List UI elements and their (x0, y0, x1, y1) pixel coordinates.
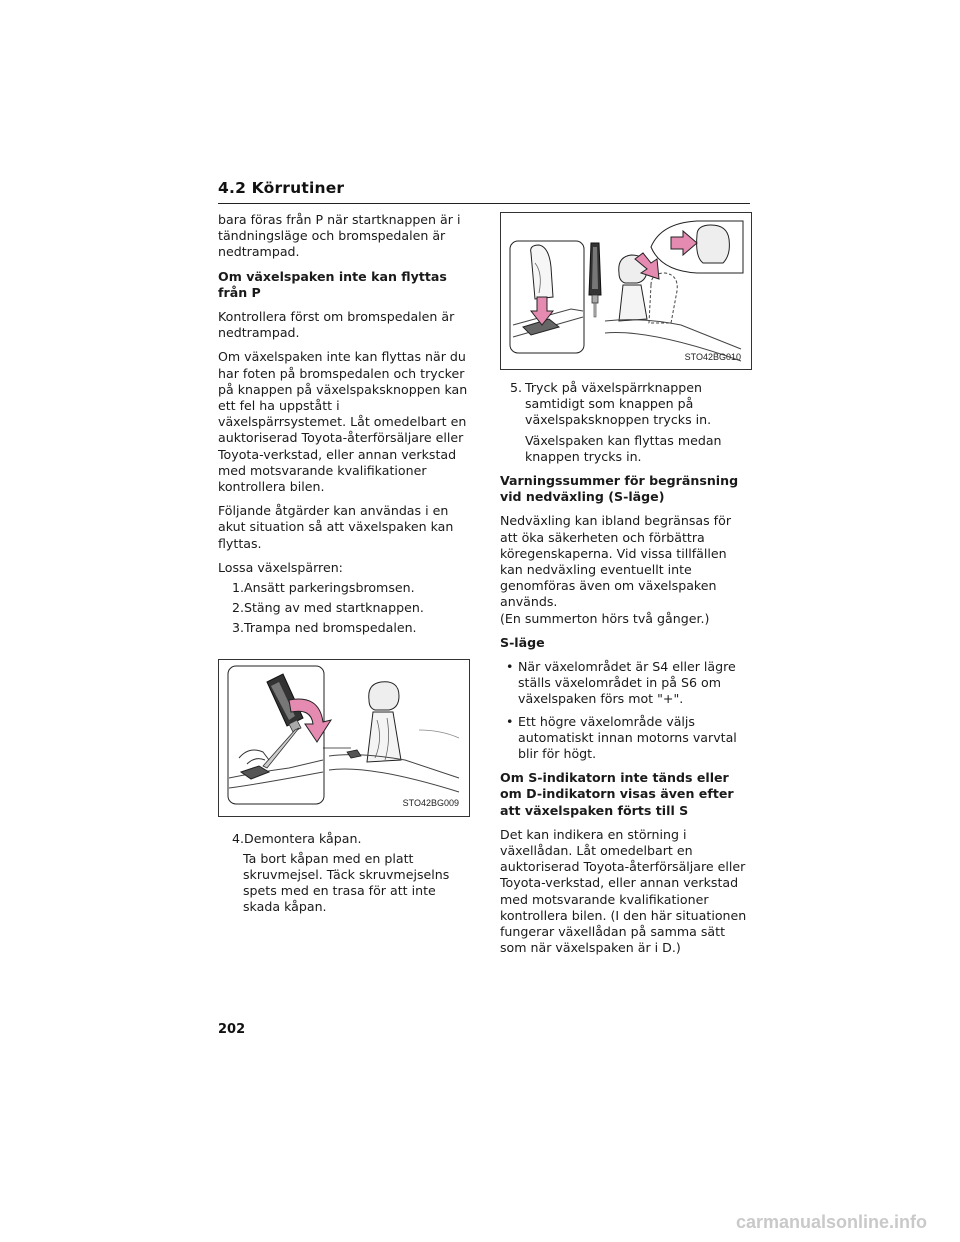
step-item (218, 831, 470, 847)
watermark: carmanualsonline.info (736, 1212, 928, 1232)
figure-illustration (501, 213, 751, 369)
step-text: Stäng av med startknappen. (244, 600, 424, 616)
subheading: Varningssummer för begränsning vid nedväxling (S-läge) (500, 473, 739, 505)
paragraph: Följande åtgärder kan användas i en akut situation så att växelspaken kan flyttas. (218, 503, 454, 551)
paragraph: Det kan indikera en störning i växellådan. Låt omedelbart en auktoriserad Toyota-återförsäljare eller Toyota-verkstad, eller annan verkstad med motsvarande kvalifikationer kontrollera bilen. (I den här situationen fungerar växellådan på samma sätt som när växelspaken är i D.) (500, 826, 747, 956)
paragraph: Kontrollera först om bromspedalen är nedtrampad. (218, 309, 455, 341)
step-item (218, 580, 470, 596)
figure-code: STO42BG009 (402, 798, 459, 809)
figure-code: STO42BG010 (684, 351, 741, 362)
bullet-dot: • (506, 659, 514, 675)
bullet-text: När växelområdet är S4 eller lägre ställs växelområdet in på S6 om växelspaken förs mot "+". (518, 659, 736, 707)
step-number: 4. (232, 830, 245, 846)
subheading: S-läge (500, 634, 545, 650)
step-number: 2. (232, 600, 245, 616)
step-text: Trampa ned bromspedalen. (244, 620, 417, 636)
step-number: 1. (232, 580, 245, 596)
subheading: Om växelspaken inte kan flyttas från P (218, 268, 447, 300)
paragraph: (En summerton hörs två gånger.) (500, 610, 710, 626)
section-title: 4.2 Körrutiner (218, 179, 345, 197)
bullet-item (500, 659, 752, 708)
step-number: 3. (232, 620, 245, 636)
figure-illustration (219, 660, 469, 816)
step-detail: Växelspaken kan flyttas medan knappen trycks in. (525, 432, 722, 464)
right-column (500, 212, 752, 965)
bullet-text: Ett högre växelområde väljs automatiskt innan motorns varvtal blir för högt. (518, 713, 737, 762)
knob-icon (697, 225, 730, 263)
bullet-dot: • (506, 713, 514, 729)
step-item (218, 620, 470, 636)
paragraph: Om växelspaken inte kan flyttas när du har foten på bromspedalen och trycker på knappen på växelspaksknoppen kan ett fel ha uppstått i växelspärrsystemet. Låt omedelbart en auktoriserad Toyota-återförsäljare eller Toyota-verkstad, eller annan verkstad med motsvarande kvalifikationer kontrollera bilen. (218, 349, 468, 495)
screwdriver-icon (589, 243, 601, 317)
paragraph: Nedväxling kan ibland begränsas för att öka säkerheten och förbättra köregenskaperna. Vid vissa tillfällen kan nedväxling eventuellt inte genomföras även om växelspaken används. (500, 513, 731, 610)
section-header (218, 178, 750, 204)
step-text: Ansätt parkeringsbromsen. (244, 580, 415, 596)
step-text: Tryck på växelspärrknappen samtidigt som knappen på växelspaksknoppen trycks in. (525, 380, 712, 428)
step-item (500, 380, 752, 429)
page-number: 202 (218, 1022, 246, 1037)
figure-shift-lock-cover (218, 659, 470, 817)
subheading: Om S-indikatorn inte tänds eller om D-indikatorn visas även efter att växelspaken förts till S (500, 770, 734, 818)
paragraph: bara föras från P när startknappen är i tändningsläge och bromspedalen är nedtrampad. (218, 212, 461, 260)
step-text: Demontera kåpan. (244, 830, 362, 846)
step-item (218, 600, 470, 616)
left-column (218, 212, 470, 924)
step-number: 5. (509, 380, 522, 395)
figure-shift-lock-release (500, 212, 752, 370)
gear-lever-icon (367, 681, 401, 761)
bullet-item (500, 714, 752, 763)
paragraph: Lossa växelspärren: (218, 559, 343, 575)
step-detail: Ta bort kåpan med en platt skruvmejsel. Täck skruvmejselns spets med en trasa för att inte skada kåpan. (243, 850, 450, 915)
